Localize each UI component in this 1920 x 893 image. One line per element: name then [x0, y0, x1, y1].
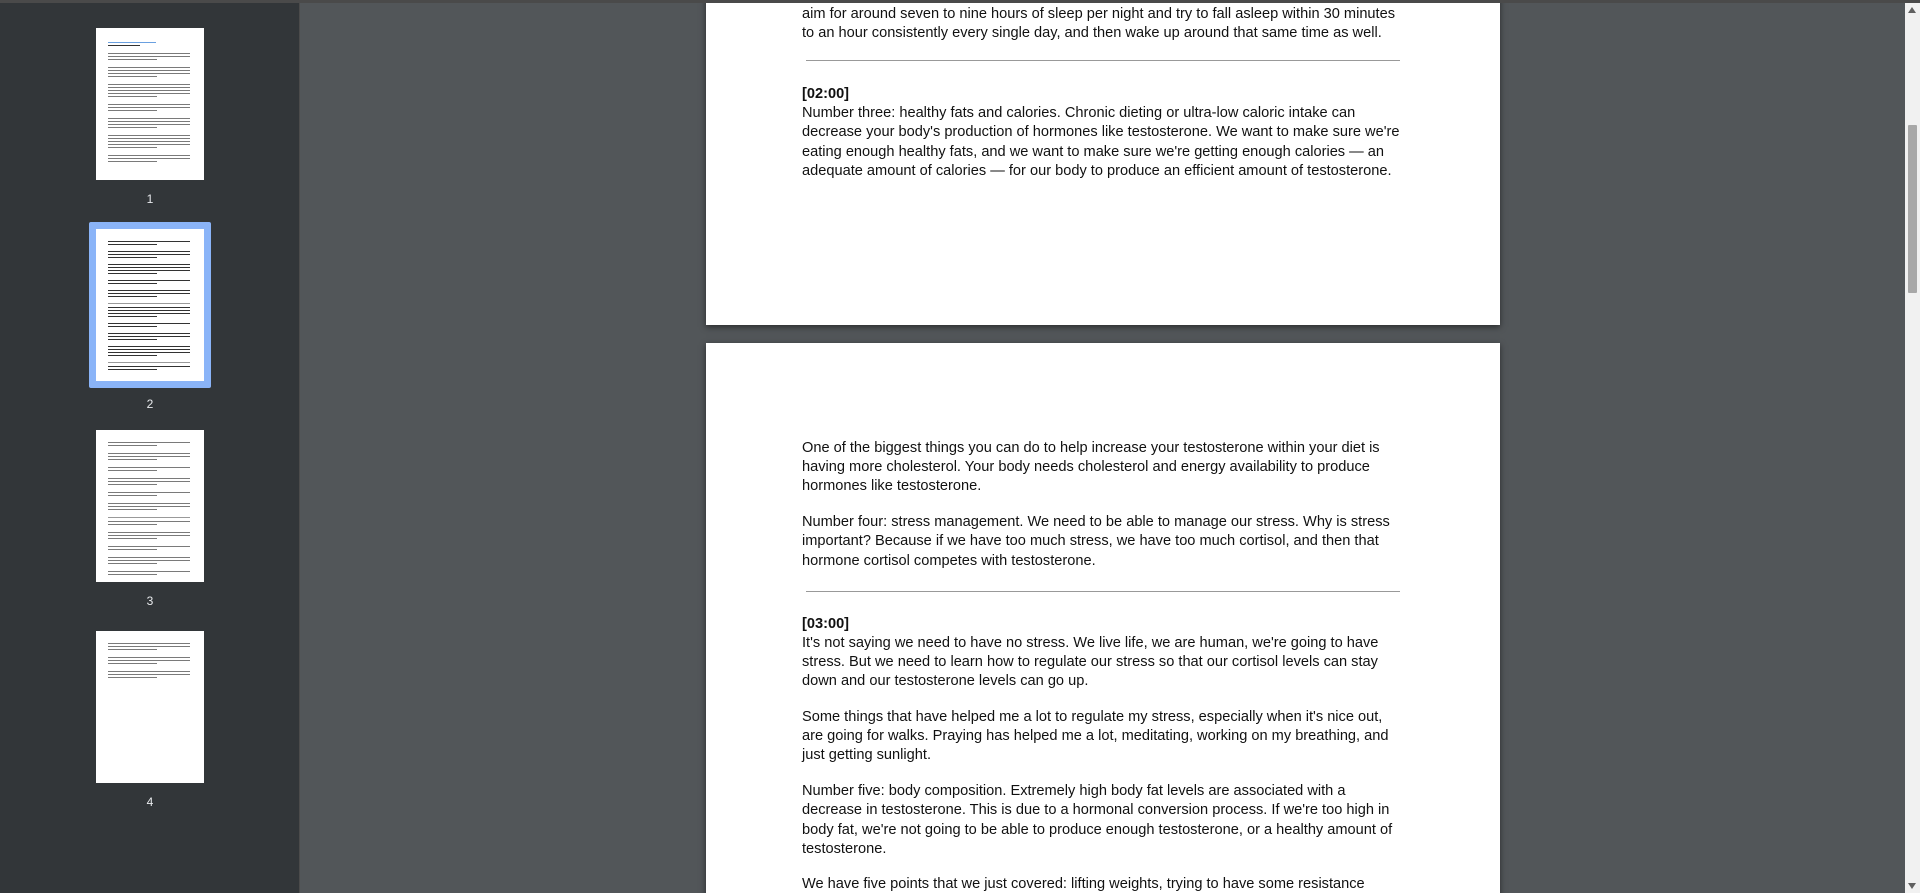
thumbnail-text-line — [108, 144, 190, 145]
thumbnail-text-line — [108, 671, 190, 672]
thumbnail-text-line — [108, 571, 190, 572]
thumbnail-text-line — [108, 141, 190, 142]
thumbnail-text-line — [108, 478, 190, 479]
thumbnail-text-line — [108, 677, 157, 678]
thumbnail-text-line — [108, 107, 190, 108]
thumbnail-text-line — [108, 503, 190, 504]
thumbnail-text-line — [108, 147, 157, 148]
document-viewer[interactable] — [300, 3, 1905, 893]
thumbnail-text-line — [108, 346, 190, 347]
thumbnail-text-line — [108, 339, 157, 340]
thumbnail-text-line — [108, 495, 157, 496]
thumbnail-text-line — [108, 293, 190, 294]
paragraph: Number three: healthy fats and calories. Chronic dieting or ultra-low caloric intake can decrease your body's production of hormones like testosterone. We want to make sure we're eating enough healthy fats, and we want to make sure we're getting enough calories — an adequate amount of calories — for our body to produce an efficient amount of testosterone. — [802, 105, 1400, 179]
vertical-scrollbar[interactable] — [1905, 3, 1920, 893]
thumbnail-text-line — [108, 467, 190, 468]
thumbnail-text-line — [108, 362, 190, 363]
thumbnail-text-line — [108, 643, 190, 644]
paragraph: Number five: body composition. Extremely high body fat levels are associated with a decrease in testosterone. This is due to a hormonal conversion process. If we're too high in body fat, we're not going to be able to produce enough testosterone, or a healthy amount of testosterone. — [802, 783, 1393, 857]
thumbnail-text-line — [108, 155, 190, 156]
scrollbar-thumb[interactable] — [1908, 125, 1917, 293]
thumbnail-text-line — [108, 492, 190, 493]
thumbnail-text-line — [108, 649, 157, 650]
thumbnail-text-line — [108, 313, 190, 314]
thumbnail-text-line — [108, 70, 190, 71]
thumbnail-text-line — [108, 251, 190, 252]
thumbnail-text-line — [108, 138, 190, 139]
thumbnail-text-line — [108, 273, 157, 274]
thumbnail-text-line — [108, 660, 190, 661]
thumbnail-label: 4 — [146, 795, 154, 809]
thumbnail-text-line — [108, 257, 157, 258]
thumbnail-text-line — [108, 506, 190, 507]
thumbnail-text-line — [108, 323, 190, 324]
thumbnail-text-line — [108, 538, 157, 539]
thumbnail-text-line — [108, 509, 157, 510]
page-content — [802, 5, 1402, 197]
thumbnail-text-line — [108, 563, 157, 564]
paragraph: aim for around seven to nine hours of sleep per night and try to fall asleep within 30 minutes to an hour consistently every single day, and then wake up around that same time as well. — [802, 6, 1396, 42]
thumbnail-text-line — [108, 254, 190, 255]
thumbnail-label: 2 — [146, 397, 154, 411]
thumbnail-text-line — [108, 524, 157, 525]
thumbnail-text-line — [108, 574, 157, 575]
thumbnail-text-line — [108, 355, 157, 356]
document-page — [706, 343, 1500, 893]
thumbnail-text-line — [108, 453, 190, 454]
thumbnail-text-line — [108, 90, 190, 91]
thumbnail-text-line — [108, 158, 190, 159]
thumbnail-text-line — [108, 657, 190, 658]
thumbnail-text-line — [108, 56, 190, 57]
thumbnail-text-line — [108, 333, 190, 334]
timestamp: [02:00] — [802, 85, 850, 102]
thumbnail-text-line — [108, 127, 157, 128]
thumbnail-image — [96, 28, 204, 180]
thumbnail-text-line — [108, 270, 190, 271]
thumbnail-text-line — [108, 264, 190, 265]
thumbnail-text-line — [108, 481, 190, 482]
thumbnail-text-line — [108, 470, 157, 471]
thumbnail-text-line — [108, 484, 157, 485]
thumbnail-text-line — [108, 42, 156, 43]
paragraph: It's not saying we need to have no stress. We live life, we are human, we're going to have stress. But we need to learn how to regulate our stress so that our cortisol levels can stay down and our testosterone levels can go up. — [802, 634, 1379, 690]
paragraph: We have five points that we just covered: lifting weights, trying to have some resistance — [802, 876, 1365, 893]
thumbnail-text-line — [108, 445, 157, 446]
thumbnail-text-line — [108, 326, 157, 327]
thumbnail-text-line — [108, 549, 157, 550]
thumbnail-text-line — [108, 280, 190, 281]
thumbnail-sidebar[interactable] — [0, 3, 300, 893]
thumbnail-text-line — [108, 84, 190, 85]
scroll-down-arrow-icon[interactable] — [1908, 883, 1916, 889]
thumbnail-text-line — [108, 161, 157, 162]
thumbnail-text-line — [108, 96, 157, 97]
thumbnail-text-line — [108, 352, 190, 353]
thumbnail-text-line — [108, 366, 190, 367]
thumbnail-text-line — [108, 73, 190, 74]
thumbnail-text-line — [108, 110, 157, 111]
thumbnail-text-line — [108, 67, 190, 68]
thumbnail-text-line — [108, 244, 157, 245]
thumbnail-text-line — [108, 560, 190, 561]
scroll-up-arrow-icon[interactable] — [1908, 7, 1916, 13]
thumbnail-text-line — [108, 535, 190, 536]
thumbnail-text-line — [108, 53, 190, 54]
thumbnail-text-line — [108, 557, 190, 558]
thumbnail-text-line — [108, 316, 157, 317]
thumbnail-text-line — [108, 121, 190, 122]
thumbnail-text-line — [108, 310, 190, 311]
thumbnail-text-line — [108, 87, 190, 88]
thumbnail-text-line — [108, 283, 157, 284]
thumbnail-text-line — [108, 124, 190, 125]
thumbnail-text-line — [108, 646, 190, 647]
thumbnail-image — [96, 631, 204, 783]
thumbnail-text-line — [108, 546, 190, 547]
thumbnail-text-line — [108, 456, 190, 457]
thumbnail-text-line — [108, 517, 190, 518]
timestamp: [03:00] — [802, 615, 850, 632]
horizontal-rule — [806, 591, 1400, 592]
thumbnail-text-line — [108, 118, 190, 119]
thumbnail-image — [96, 430, 204, 582]
thumbnail-text-line — [108, 674, 190, 675]
paragraph: Some things that have helped me a lot to regulate my stress, especially when it's nice out, are going for walks. Praying has helped me a lot, meditating, working on my breathing, and just getting sunlight. — [802, 709, 1389, 764]
thumbnail-text-line — [108, 663, 157, 664]
thumbnail-text-line — [108, 369, 157, 370]
thumbnail-image — [96, 229, 204, 381]
thumbnail-text-line — [108, 93, 190, 94]
thumbnail-text-line — [108, 307, 190, 308]
thumbnail-text-line — [108, 290, 190, 291]
thumbnail-text-line — [108, 267, 190, 268]
thumbnail-text-line — [108, 59, 157, 60]
thumbnail-text-line — [108, 532, 190, 533]
thumbnail-text-line — [108, 521, 190, 522]
document-page — [706, 3, 1500, 325]
thumbnail-text-line — [108, 296, 157, 297]
thumbnail-text-line — [108, 459, 157, 460]
thumbnail-text-line — [108, 135, 190, 136]
paragraph: One of the biggest things you can do to help increase your testosterone within your diet is having more cholesterol. Your body needs cholesterol and energy availability to produce hormones like testosterone. — [802, 440, 1380, 495]
thumbnail-text-line — [108, 45, 140, 46]
thumbnail-label: 1 — [146, 192, 154, 206]
horizontal-rule — [806, 60, 1400, 61]
paragraph: Number four: stress management. We need to be able to manage our stress. Why is stress important? Because if we have too much stress, we have too much cortisol, and then that hormone cortisol competes with testosterone. — [802, 514, 1390, 569]
thumbnail-text-line — [108, 336, 190, 337]
thumbnail-text-line — [108, 241, 190, 242]
thumbnail-text-line — [108, 76, 157, 77]
page-content — [802, 439, 1402, 893]
thumbnail-text-line — [108, 442, 190, 443]
thumbnail-text-line — [108, 349, 190, 350]
thumbnail-text-line — [108, 303, 190, 304]
thumbnail-label: 3 — [146, 594, 154, 608]
thumbnail-text-line — [108, 104, 190, 105]
